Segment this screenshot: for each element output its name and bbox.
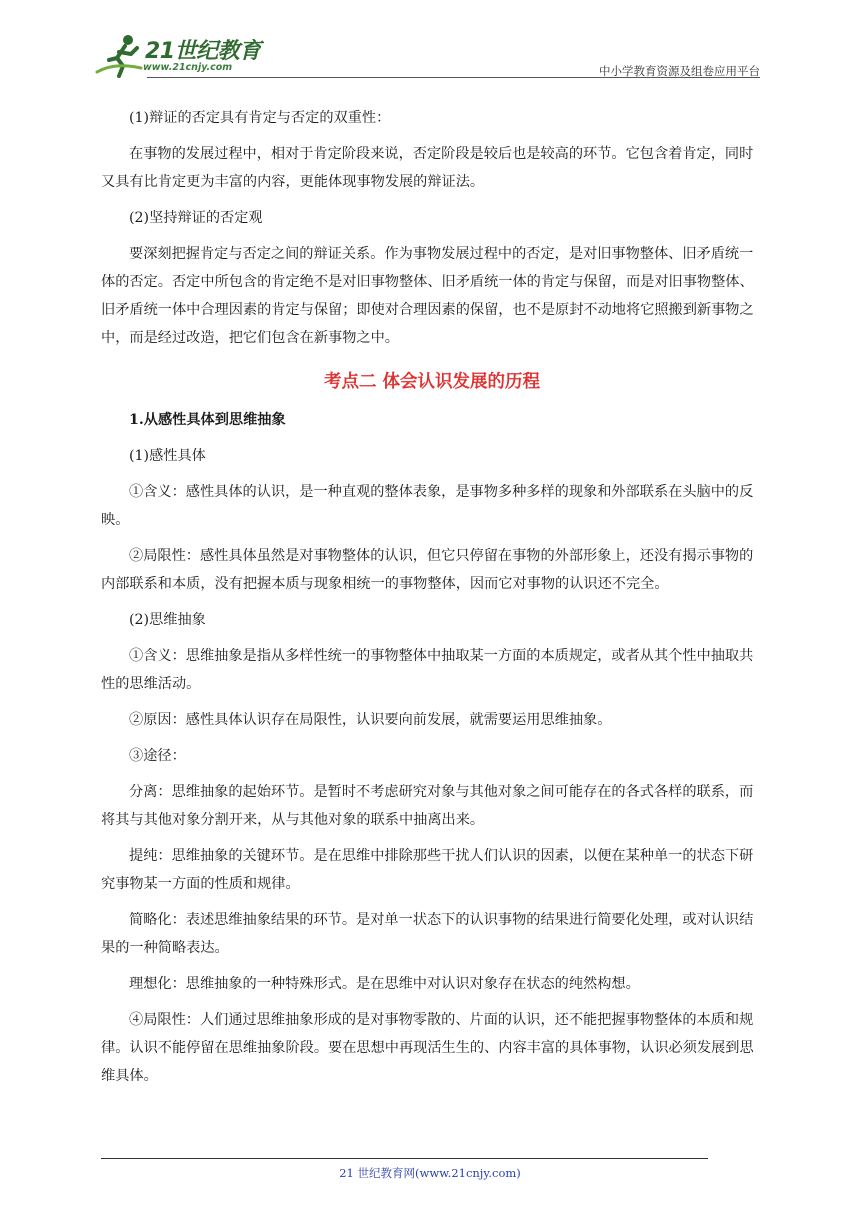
paragraph: (2)思维抽象 [129, 612, 206, 628]
footer-divider [101, 1158, 708, 1159]
paragraph: (1)辩证的否定具有肯定与否定的双重性： [129, 110, 391, 126]
paragraph: 简略化：表述思维抽象结果的环节。是对单一状态下的认识事物的结果进行简要化处理，或对认识结果的一种简略表达。 [101, 912, 754, 956]
paragraph: ②原因：感性具体认识存在局限性，认识要向前发展，就需要运用思维抽象。 [129, 712, 612, 728]
paragraph: 理想化：思维抽象的一种特殊形式。是在思维中对认识对象存在状态的纯然构想。 [129, 976, 640, 992]
section-part1 [101, 104, 763, 352]
paragraph: 要深刻把握肯定与否定之间的辩证关系。作为事物发展过程中的否定，是对旧事物整体、旧矛盾统一体的否定。否定中所包含的肯定绝不是对旧事物整体、旧矛盾统一体的肯定与保留，而是对旧事物整体、旧矛盾统一体中合理因素的肯定与保留；即使对合理因素的保留，也不是原封不动地将它照搬到新事物之中，而是经过改造，把它们包含在新事物之中。 [101, 246, 754, 346]
header-divider [147, 77, 760, 78]
paragraph: (2)坚持辩证的否定观 [129, 210, 263, 226]
platform-name: 中小学教育资源及组卷应用平台 [599, 64, 760, 78]
paragraph: ①含义：感性具体的认识，是一种直观的整体表象，是事物多种多样的现象和外部联系在头脑中的反映。 [101, 484, 754, 528]
logo [95, 32, 275, 78]
paragraph: 分离：思维抽象的起始环节。是暂时不考虑研究对象与其他对象之间可能存在的各式各样的联系，而将其与其他对象分割开来，从与其他对象的联系中抽离出来。 [101, 784, 754, 828]
paragraph: 在事物的发展过程中，相对于肯定阶段来说，否定阶段是较后也是较高的环节。它包含着肯定，同时又具有比肯定更为丰富的内容，更能体现事物发展的辩证法。 [101, 146, 754, 190]
page-footer: 21 世纪教育网(www.21cnjy.com) [339, 1166, 521, 1180]
paragraph: ①含义：思维抽象是指从多样性统一的事物整体中抽取某一方面的本质规定，或者从其个性中抽取共性的思维活动。 [101, 648, 754, 692]
logo-url: www.21cnjy.com [143, 62, 233, 73]
paragraph: ②局限性：感性具体虽然是对事物整体的认识，但它只停留在事物的外部形象上，还没有揭示事物的内部联系和本质，没有把握本质与现象相统一的事物整体，因而它对事物的认识还不完全。 [101, 548, 754, 592]
paragraph: 1.从感性具体到思维抽象 [129, 412, 286, 428]
section-part2 [101, 406, 763, 1090]
logo-text: 21世纪教育 [145, 39, 261, 64]
paragraph: 提纯：思维抽象的关键环节。是在思维中排除那些干扰人们认识的因素，以便在某种单一的状态下研究事物某一方面的性质和规律。 [101, 848, 754, 892]
paragraph: ③途径： [129, 748, 186, 764]
document-body [101, 104, 763, 1090]
runner-logo-icon [95, 32, 143, 78]
page-header [95, 28, 760, 82]
paragraph: (1)感性具体 [129, 448, 206, 464]
section-title: 考点二 体会认识发展的历程 [323, 372, 541, 392]
paragraph: ④局限性：人们通过思维抽象形成的是对事物零散的、片面的认识，还不能把握事物整体的本质和规律。认识不能停留在思维抽象阶段。要在思想中再现活生生的、内容丰富的具体事物，认识必须发展到思维具体。 [101, 1012, 754, 1084]
